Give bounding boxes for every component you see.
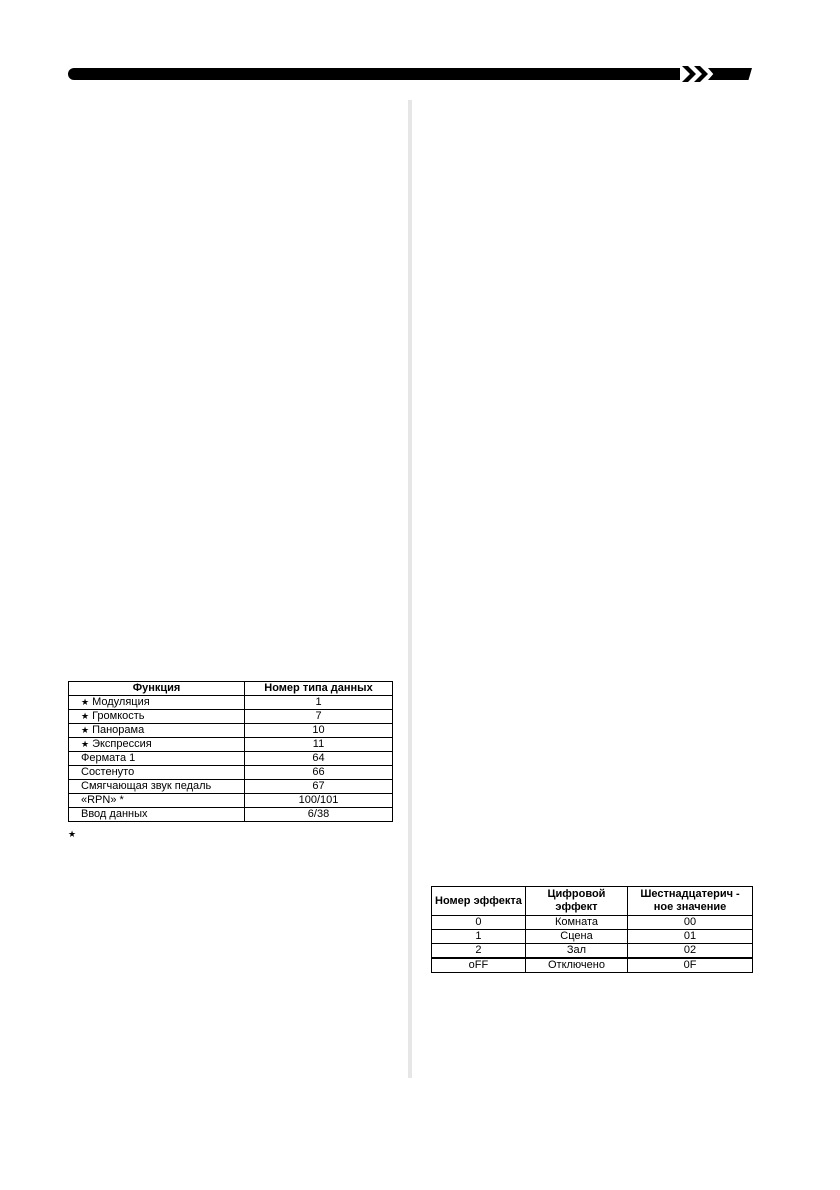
effect-name: Комната [525, 916, 627, 930]
effect-hex: 00 [628, 916, 753, 930]
effect-name: Сцена [525, 930, 627, 944]
effect-number: 1 [432, 930, 526, 944]
effect-name: Отключено [525, 958, 627, 973]
function-cell [69, 752, 245, 766]
function-cell [69, 780, 245, 794]
effect-name: Зал [525, 944, 627, 959]
function-cell [69, 766, 245, 780]
table-header-cell: Функция [69, 682, 245, 696]
data-type-number: 7 [245, 710, 393, 724]
table-row [69, 794, 393, 808]
table-header-cell: Номер эффекта [432, 887, 526, 916]
star-icon: ★ [81, 697, 90, 707]
table-header-row [69, 682, 393, 696]
table-row [69, 752, 393, 766]
table-header-cell: Цифровой эффект [525, 887, 627, 916]
data-type-number: 11 [245, 738, 393, 752]
table-row [432, 958, 753, 973]
data-type-number: 10 [245, 724, 393, 738]
table-row [432, 916, 753, 930]
function-label: Экспрессия [92, 738, 152, 750]
table-row [69, 780, 393, 794]
effect-number: 2 [432, 944, 526, 959]
table-row [432, 944, 753, 959]
function-label: Смягчающая звук педаль [81, 780, 212, 792]
function-label: Фермата 1 [81, 752, 136, 764]
data-type-number: 6/38 [245, 808, 393, 822]
effect-number: 0 [432, 916, 526, 930]
table-row [69, 808, 393, 822]
data-type-number: 1 [245, 696, 393, 710]
header-tail [708, 68, 752, 80]
function-label: Модуляция [92, 696, 150, 708]
table-row [432, 930, 753, 944]
data-type-number: 64 [245, 752, 393, 766]
function-label: Ввод данных [81, 808, 148, 820]
effects-table [431, 886, 753, 973]
footnote-star-icon: ★ [68, 829, 77, 839]
functions-table [68, 681, 393, 822]
function-cell [69, 724, 245, 738]
table-header-row [432, 887, 753, 916]
star-icon: ★ [81, 725, 90, 735]
header-bar [68, 68, 680, 80]
function-label: Панорама [92, 724, 145, 736]
column-divider [408, 100, 412, 1078]
function-label: «RPN» * [81, 794, 124, 806]
star-icon: ★ [81, 711, 90, 721]
table-row [69, 710, 393, 724]
effect-hex: 02 [628, 944, 753, 959]
function-cell [69, 794, 245, 808]
table-row [69, 766, 393, 780]
effect-hex: 01 [628, 930, 753, 944]
data-type-number: 66 [245, 766, 393, 780]
function-label: Громкость [92, 710, 145, 722]
star-icon: ★ [81, 739, 90, 749]
table-header-cell: Номер типа данных [245, 682, 393, 696]
function-cell [69, 738, 245, 752]
effect-hex: 0F [628, 958, 753, 973]
function-cell [69, 696, 245, 710]
chevron-right-icon [694, 66, 708, 82]
data-type-number: 67 [245, 780, 393, 794]
function-cell [69, 808, 245, 822]
function-cell [69, 710, 245, 724]
table-row [69, 724, 393, 738]
table-row [69, 738, 393, 752]
table-header-cell: Шестнадцатерич - ное значение [628, 887, 753, 916]
function-label: Состенуто [81, 766, 135, 778]
data-type-number: 100/101 [245, 794, 393, 808]
table-row [69, 696, 393, 710]
effect-number: oFF [432, 958, 526, 973]
